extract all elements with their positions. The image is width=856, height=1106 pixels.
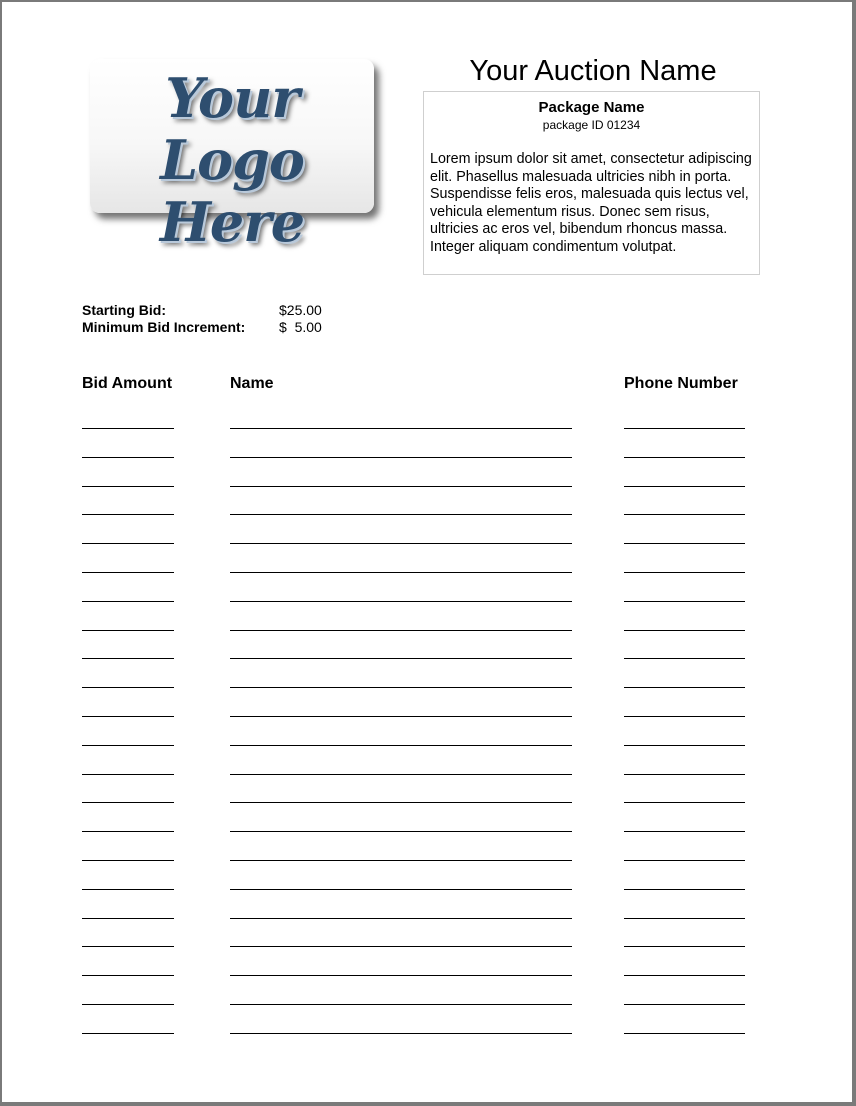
name-blank <box>230 946 572 947</box>
bid-entry-row <box>2 716 852 745</box>
name-blank <box>230 860 572 861</box>
bid-amount-blank <box>82 543 174 544</box>
phone-number-blank <box>624 1033 745 1034</box>
phone-number-blank <box>624 860 745 861</box>
bid-entry-row <box>2 457 852 486</box>
name-blank <box>230 457 572 458</box>
phone-number-blank <box>624 716 745 717</box>
bid-amount-blank <box>82 946 174 947</box>
bid-amount-blank <box>82 975 174 976</box>
phone-number-blank <box>624 745 745 746</box>
name-blank <box>230 831 572 832</box>
phone-number-blank <box>624 457 745 458</box>
min-increment-label: Minimum Bid Increment: <box>82 319 246 335</box>
name-blank <box>230 687 572 688</box>
bid-rows <box>2 428 852 1062</box>
name-blank <box>230 486 572 487</box>
phone-number-blank <box>624 601 745 602</box>
bid-amount-blank <box>82 687 174 688</box>
name-blank <box>230 918 572 919</box>
package-name: Package Name <box>538 99 645 116</box>
phone-number-blank <box>624 889 745 890</box>
name-blank <box>230 428 572 429</box>
bid-amount-blank <box>82 601 174 602</box>
bid-entry-row <box>2 831 852 860</box>
phone-number-blank <box>624 658 745 659</box>
bid-entry-row <box>2 601 852 630</box>
bid-entry-row <box>2 745 852 774</box>
name-blank <box>230 889 572 890</box>
phone-number-blank <box>624 774 745 775</box>
min-increment-value: $ 5.00 <box>279 319 322 335</box>
package-info-box <box>423 91 760 275</box>
logo-placeholder <box>90 59 374 254</box>
phone-number-blank <box>624 1004 745 1005</box>
starting-bid-value: $25.00 <box>279 302 322 318</box>
name-blank <box>230 630 572 631</box>
bid-amount-blank <box>82 831 174 832</box>
name-blank <box>230 1004 572 1005</box>
name-blank <box>230 774 572 775</box>
name-blank <box>230 745 572 746</box>
package-description: Lorem ipsum dolor sit amet, consectetur adipiscing elit. Phasellus malesuada ultricies nibh in porta. Suspendisse felis eros, malesuada quis lectus vel, vehicula elementum risus. Donec sem risus, ultricies ac eros vel, bibendum rhoncus massa. Integer aliquam condimentum volutpat. <box>430 151 752 255</box>
phone-number-blank <box>624 918 745 919</box>
bid-info <box>82 302 342 336</box>
starting-bid-row <box>82 302 342 319</box>
phone-number-blank <box>624 946 745 947</box>
auction-title: Your Auction Name <box>469 55 717 87</box>
bid-entry-row <box>2 543 852 572</box>
phone-number-blank <box>624 543 745 544</box>
name-blank <box>230 658 572 659</box>
bid-entry-row <box>2 486 852 515</box>
bid-entry-row <box>2 918 852 947</box>
bid-entry-row <box>2 1033 852 1062</box>
phone-number-blank <box>624 428 745 429</box>
min-increment-row <box>82 319 342 336</box>
bid-amount-blank <box>82 1004 174 1005</box>
name-blank <box>230 1033 572 1034</box>
logo-text <box>90 67 374 253</box>
phone-number-blank <box>624 572 745 573</box>
bid-amount-blank <box>82 1033 174 1034</box>
bid-entry-row <box>2 514 852 543</box>
package-id: package ID 01234 <box>542 118 641 132</box>
phone-number-blank <box>624 687 745 688</box>
bid-entry-row <box>2 1004 852 1033</box>
bid-amount-blank <box>82 572 174 573</box>
phone-number-blank <box>624 802 745 803</box>
bid-amount-blank <box>82 745 174 746</box>
name-blank <box>230 572 572 573</box>
logo-line-1: Your <box>165 66 299 130</box>
name-blank <box>230 514 572 515</box>
name-blank <box>230 543 572 544</box>
phone-number-blank <box>624 831 745 832</box>
name-blank <box>230 716 572 717</box>
phone-number-blank <box>624 975 745 976</box>
bid-amount-blank <box>82 716 174 717</box>
phone-number-blank <box>624 630 745 631</box>
bid-sheet-page <box>2 2 852 1102</box>
header-name: Name <box>230 375 274 392</box>
bid-entry-row <box>2 860 852 889</box>
bid-amount-blank <box>82 774 174 775</box>
bid-entry-row <box>2 946 852 975</box>
bid-amount-blank <box>82 658 174 659</box>
bid-amount-blank <box>82 918 174 919</box>
bid-amount-blank <box>82 860 174 861</box>
header-bid-amount: Bid Amount <box>82 375 173 392</box>
name-blank <box>230 601 572 602</box>
bid-entry-row <box>2 774 852 803</box>
bid-entry-row <box>2 572 852 601</box>
bid-amount-blank <box>82 889 174 890</box>
header-phone-number: Phone Number <box>624 375 738 392</box>
bid-amount-blank <box>82 457 174 458</box>
name-blank <box>230 975 572 976</box>
phone-number-blank <box>624 486 745 487</box>
bid-entry-row <box>2 889 852 918</box>
bid-entry-row <box>2 687 852 716</box>
bid-entry-row <box>2 428 852 457</box>
bid-entry-row <box>2 975 852 1004</box>
bid-entry-row <box>2 802 852 831</box>
bid-amount-blank <box>82 802 174 803</box>
starting-bid-label: Starting Bid: <box>82 302 166 318</box>
bid-amount-blank <box>82 630 174 631</box>
bid-amount-blank <box>82 486 174 487</box>
name-blank <box>230 802 572 803</box>
bid-amount-blank <box>82 428 174 429</box>
bid-entry-row <box>2 658 852 687</box>
logo-line-2: Logo Here <box>159 128 305 254</box>
phone-number-blank <box>624 514 745 515</box>
bid-entry-row <box>2 630 852 659</box>
bid-amount-blank <box>82 514 174 515</box>
